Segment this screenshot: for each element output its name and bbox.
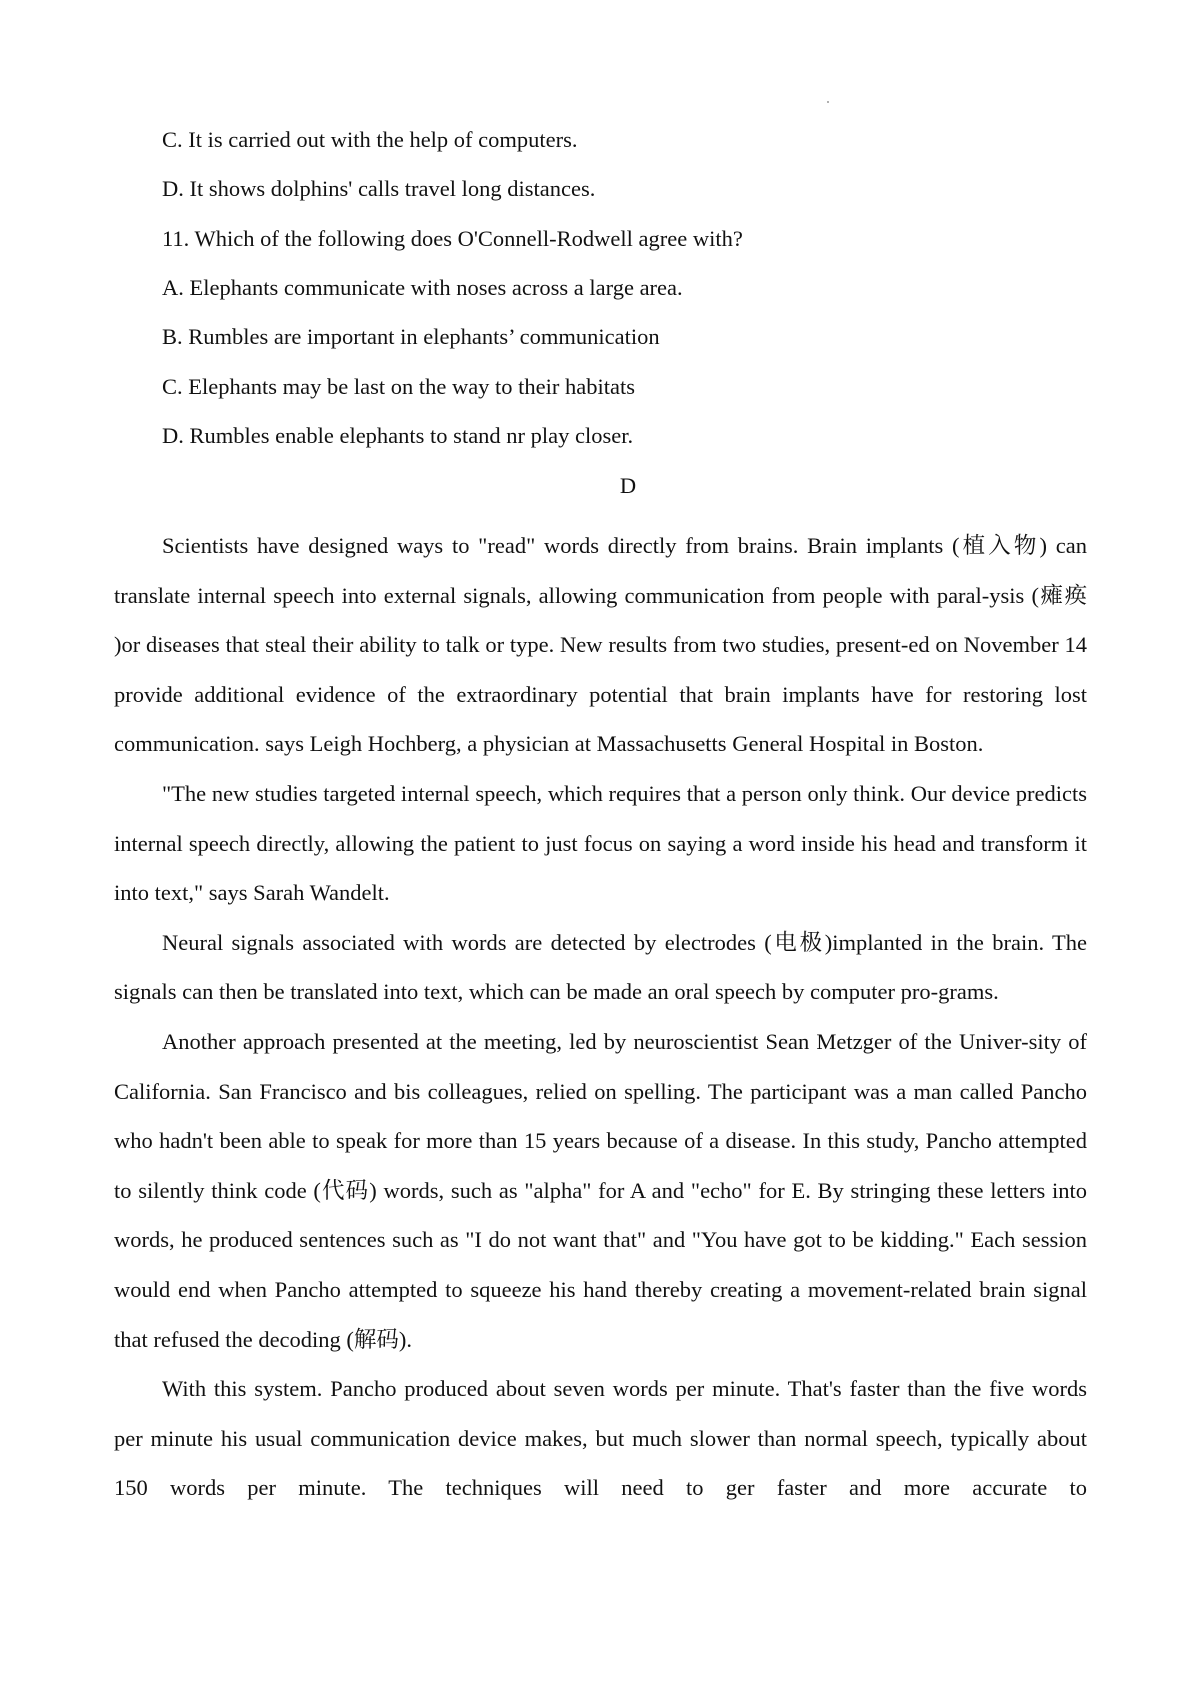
question-11-stem: 11. Which of the following does O'Connell-Rodwell agree with? [162, 226, 743, 251]
passage [114, 521, 1087, 1513]
passage-paragraph-5: With this system. Pancho produced about seven words per minute. That's faster than the five words per minute his usual communication device makes, but much slower than normal speech, typically about 150 words per minute. The techniques will need to ger faster and more accurate to [114, 1376, 1087, 1501]
scan-speck [827, 101, 829, 103]
passage-paragraph-3: Neural signals associated with words are detected by electrodes (电极)implanted in the brain. The signals can then be translated into text, which can be made an oral speech by computer pro-grams. [114, 929, 1087, 1005]
option-c-q11: C. Elephants may be last on the way to their habitats [162, 374, 636, 399]
option-d-q11: D. Rumbles enable elephants to stand nr play closer. [162, 423, 634, 448]
passage-paragraph-2: "The new studies targeted internal speech, which requires that a person only think. Our device predicts internal speech directly, allowing the patient to just focus on saying a word inside his head and transform it into text," says Sarah Wandelt. [114, 780, 1087, 906]
option-c-q10: C. It is carried out with the help of computers. [162, 127, 578, 152]
option-b-q11: B. Rumbles are important in elephants’ communication [162, 324, 660, 349]
passage-paragraph-4: Another approach presented at the meeting, led by neuroscientist Sean Metzger of the Univer-sity of California. San Francisco and bis colleagues, relied on spelling. The participant was a man called Pancho who hadn't been able to speak for more than 15 years because of a disease. In this study, Pancho attempted to silently think code (代码) words, such as "alpha" for A and "echo" for E. By stringing these letters into words, he produced sentences such as "I do not want that" and "You have got to be kidding." Each session would end when Pancho attempted to squeeze his hand thereby creating a movement-related brain signal that refused the decoding (解码). [114, 1028, 1087, 1352]
section-heading: D [619, 473, 637, 498]
passage-paragraph-1: Scientists have designed ways to "read" words directly from brains. Brain implants (植入物) can translate internal speech into external signals, allowing communication from people with paral-ysis (瘫痪 )or diseases that steal their ability to talk or type. New results from two studies, present-ed on November 14 provide additional evidence of the extraordinary potential that brain implants have for restoring lost communication. says Leigh Hochberg, a physician at Massachusetts General Hospital in Boston. [114, 533, 1087, 757]
option-a-q11: A. Elephants communicate with noses across a large area. [162, 275, 683, 300]
option-d-q10: D. It shows dolphins' calls travel long distances. [162, 176, 596, 201]
